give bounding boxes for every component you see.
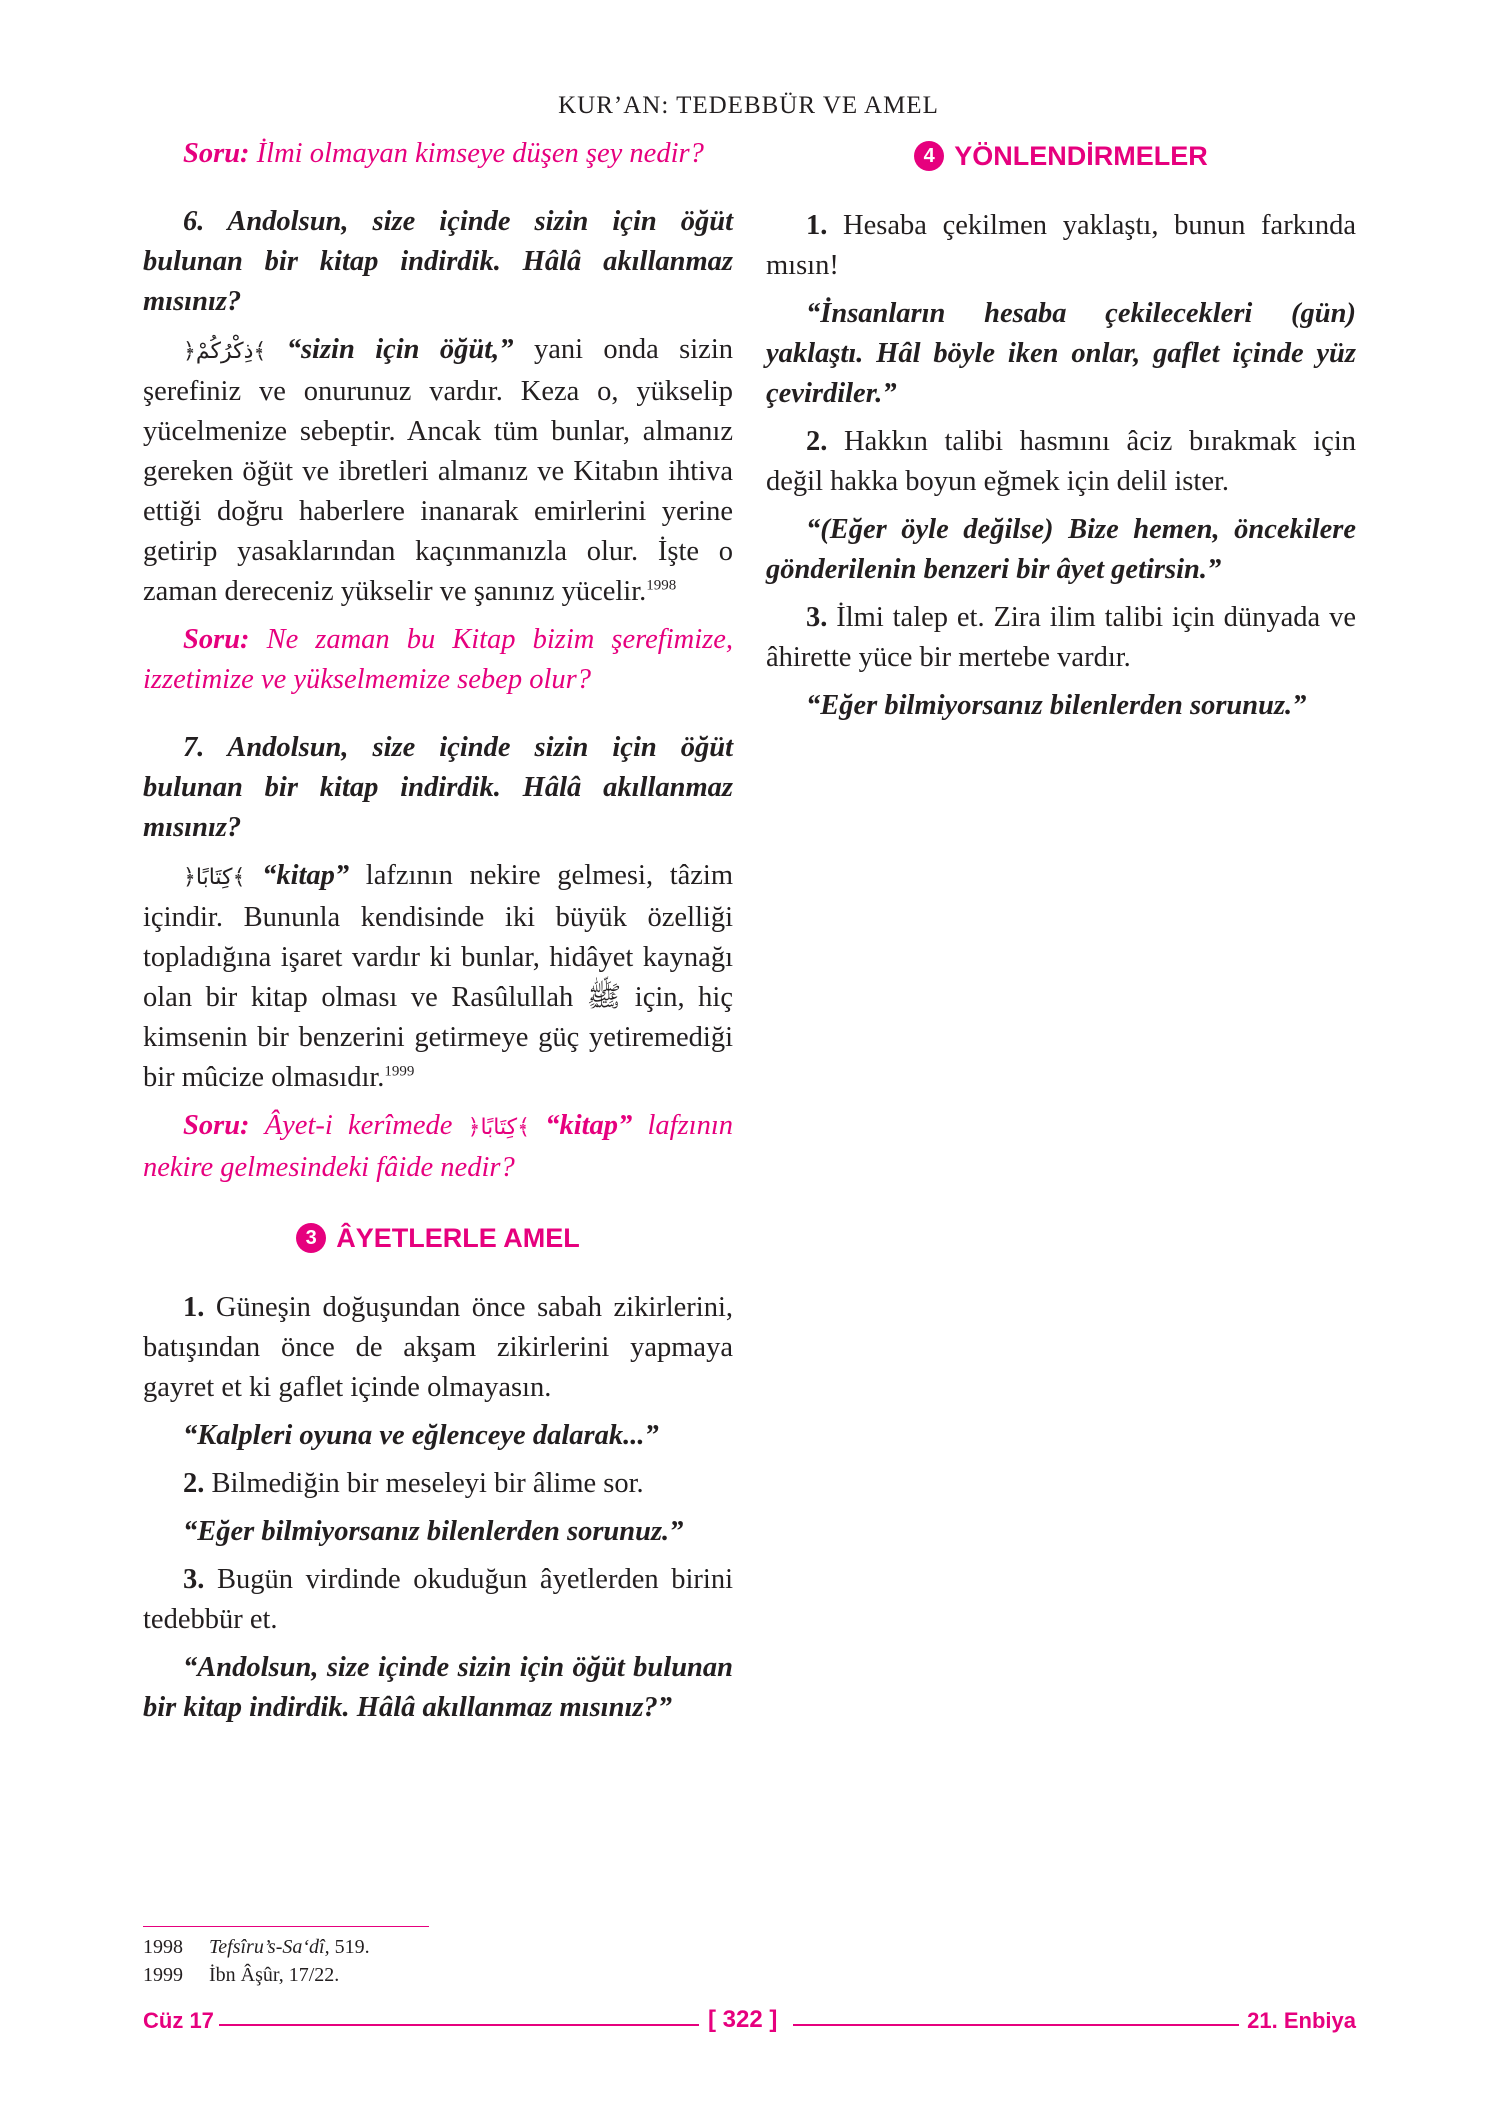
footnote-divider: [143, 1926, 429, 1927]
item-number: 3.: [806, 602, 828, 633]
verse-7: 7. Andolsun, size içinde sizin için öğüt bulunan bir kitap indirdik. Hâlâ akıllanmaz mısınız?: [143, 732, 733, 843]
question-2: [143, 620, 733, 700]
arabic-phrase: ﴿كِتَابًا﴾: [183, 865, 246, 890]
right-column: [766, 134, 1356, 726]
question-label: Soru:: [183, 138, 250, 169]
juz-label: Cüz 17: [143, 2008, 214, 2033]
bold-term: “kitap”: [530, 1110, 633, 1141]
item-number: 2.: [806, 426, 828, 457]
commentary-text: lafzının nekire gelmesi, tâzim içindir. Bununla kendisinde iki büyük özelliği topladığına işaret vardır ki bunlar, hidâyet kaynağı olan bir kitap olması ve Rasûlullah ﷺ için, hiç kimsenin bir benzerini getirmeye güç yetiremediği bir mûcize olmasıdır.: [143, 860, 734, 1093]
item-text: İlmi talep et. Zira ilim talibi için dünyada ve âhirette yüce bir mertebe vardır.: [766, 602, 1356, 673]
surah-label: 21. Enbiya: [1247, 2008, 1356, 2033]
section-title: YÖNLENDİRMELER: [954, 140, 1208, 171]
action-item-2: [143, 1464, 733, 1504]
item-number: 1.: [806, 210, 828, 241]
bold-term: “sizin için öğüt,”: [266, 334, 514, 365]
action-quote-3: “Andolsun, size içinde sizin için öğüt bulunan bir kitap indirdik. Hâlâ akıllanmaz mısınız?”: [143, 1652, 733, 1723]
footnote-1999: [143, 1961, 743, 1989]
section-heading-3: [143, 1216, 733, 1260]
item-text: Güneşin doğuşundan önce sabah zikirlerini, batışından önce de akşam zikirlerini yapmaya gayret et ki gaflet içinde olmayasın.: [143, 1292, 733, 1403]
question-label: Soru:: [183, 624, 250, 655]
page-number: [ 322 ]: [708, 2006, 778, 2033]
question-text: İlmi olmayan kimseye düşen şey nedir?: [249, 138, 704, 169]
item-text: Hesaba çekilmen yaklaştı, bunun farkında mısın!: [766, 210, 1356, 281]
arabic-phrase: ﴿ذِكْرُكُمْ﴾: [183, 339, 267, 364]
item-text: Bugün virdinde okuduğun âyetlerden birini tedebbür et.: [143, 1564, 733, 1635]
guidance-quote-1: “İnsanların hesaba çekilecekleri (gün) yaklaştı. Hâl böyle iken onlar, gaflet içinde yüz çevirdiler.”: [766, 298, 1356, 409]
footnote-ref[interactable]: 1999: [384, 1063, 415, 1080]
footer-rule-right: [793, 2024, 1239, 2026]
footnotes: [143, 1926, 743, 1989]
question-3: [143, 1106, 733, 1188]
section-title: ÂYETLERLE AMEL: [336, 1222, 580, 1253]
question-text: Ne zaman bu Kitap bizim şerefimize, izzetimize ve yükselmemize sebep olur?: [143, 624, 733, 695]
footnote-text: 519.: [329, 1936, 370, 1958]
arabic-phrase: ﴿كِتَابًا﴾: [467, 1115, 531, 1140]
page-footer: [143, 2006, 1356, 2040]
commentary-1: [143, 330, 733, 612]
item-number: 1.: [183, 1292, 205, 1323]
section-heading-4: [766, 134, 1356, 178]
guidance-item-1: [766, 206, 1356, 286]
footnote-number: 1999: [143, 1964, 183, 1986]
item-text: Hakkın talibi hasmını âciz bırakmak için değil hakka boyun eğmek için delil ister.: [766, 426, 1356, 497]
footnote-1998: [143, 1933, 743, 1961]
action-quote-2: “Eğer bilmiyorsanız bilenlerden sorunuz.”: [183, 1516, 684, 1547]
bold-term: “kitap”: [245, 860, 350, 891]
verse-6: 6. Andolsun, size içinde sizin için öğüt bulunan bir kitap indirdik. Hâlâ akıllanmaz mısınız?: [143, 206, 733, 317]
section-number-badge: 3: [296, 1223, 326, 1253]
section-number-badge: 4: [914, 141, 944, 171]
item-text: Bilmediğin bir meseleyi bir âlime sor.: [204, 1468, 644, 1499]
item-number: 3.: [183, 1564, 205, 1595]
question-text: lafzının nekire gelmesindeki fâide nedir?: [143, 1110, 733, 1183]
guidance-item-3: [766, 598, 1356, 678]
footnote-ref[interactable]: 1998: [646, 577, 677, 594]
guidance-quote-2: “(Eğer öyle değilse) Bize hemen, öncekilere gönderilenin benzeri bir âyet getirsin.”: [766, 514, 1356, 585]
footnote-source: Tefsîru’s-Sa‘dî,: [209, 1936, 330, 1958]
footnote-text: İbn Âşûr, 17/22.: [209, 1964, 340, 1986]
question-text: Âyet-i kerîmede: [249, 1110, 468, 1141]
action-quote-1: “Kalpleri oyuna ve eğlenceye dalarak...”: [183, 1420, 659, 1451]
footer-rule-left: [219, 2024, 699, 2026]
footnote-number: 1998: [143, 1936, 183, 1958]
left-column: [143, 134, 733, 1728]
question-label: Soru:: [183, 1110, 250, 1141]
item-number: 2.: [183, 1468, 205, 1499]
commentary-2: [143, 856, 733, 1098]
guidance-quote-3: “Eğer bilmiyorsanız bilenlerden sorunuz.”: [806, 690, 1307, 721]
action-item-3: [143, 1560, 733, 1640]
commentary-text: yani onda sizin şerefiniz ve onurunuz vardır. Keza o, yükselip yücelmenize sebeptir. Ancak tüm bunlar, almanız gereken öğüt ve ibretleri almanız ve Kitabın ihtiva ettiği doğru haberlere inanarak emirlerini yerine getirip yasaklarından kaçınmanızla olur. İşte o zaman dereceniz yükselir ve şanınız yücelir.: [143, 334, 733, 607]
question-1: [143, 134, 733, 174]
running-header: KUR’AN: TEDEBBÜR VE AMEL: [558, 92, 939, 119]
guidance-item-2: [766, 422, 1356, 502]
action-item-1: [143, 1288, 733, 1408]
